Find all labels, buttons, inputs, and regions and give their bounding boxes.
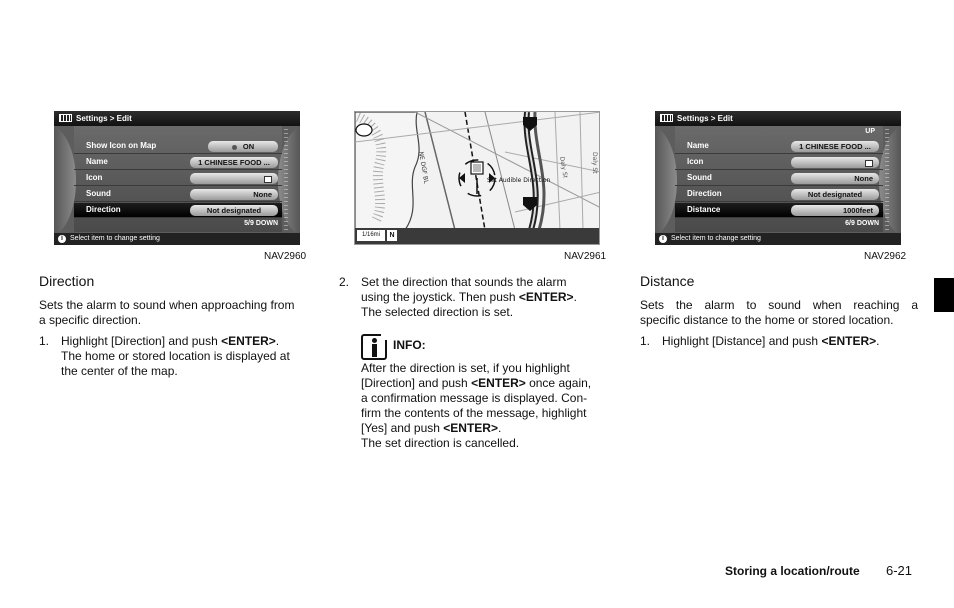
text-run: . [275,334,280,348]
location-icon-inner [473,164,481,172]
settings-icon [59,114,72,122]
step-number: 2. [339,275,350,289]
info-icon-dot [372,338,377,343]
distance-step-1 [662,334,918,349]
direction-step-1 [61,334,317,379]
text-line [61,334,317,349]
setting-row-sound[interactable] [675,171,883,186]
map-drawing [355,112,600,245]
text-line: a confirmation message is displayed. Con- [361,391,588,405]
setting-row-icon[interactable] [675,155,883,170]
map-scale[interactable]: 1/16mi [357,230,385,241]
section-heading-direction: Direction [39,273,95,289]
text-run: . [876,334,880,348]
setting-label: Direction [687,189,722,198]
setting-row-direction[interactable] [675,187,883,202]
map-status-bar [355,228,600,244]
info-icon: i [58,235,66,243]
screen-title-bar [54,111,300,126]
screen-title: Settings > Edit [677,114,733,123]
screen-title-bar [655,111,901,126]
setting-label: Distance [687,205,721,214]
text-run: [Direction] and push [361,376,472,390]
hint-text: Select item to change setting [671,235,761,242]
setting-value: Not designated [190,205,278,216]
text-run: . [573,290,577,304]
page-indicator: 5/9 DOWN [244,220,278,227]
figure-caption: NAV2961 [564,251,607,262]
map-direction-screen[interactable] [354,111,600,245]
page-up-indicator: UP [865,128,875,135]
setting-value: None [190,189,278,200]
setting-label: Sound [687,173,712,182]
map-road [425,112,455,230]
route-shield-icon [356,124,372,136]
map-street-label: NE DGF BL [417,151,430,185]
text-line: a specific direction. [39,313,142,327]
enter-key: <ENTER> [471,376,526,390]
map-road [505,152,600,172]
footer-section-title: Storing a location/route [725,564,860,578]
setting-label: Icon [86,173,103,182]
step-number: 1. [640,334,651,348]
direction-intro [39,298,317,328]
setting-row-name[interactable] [74,155,282,170]
text-line: The set direction is cancelled. [361,436,520,450]
map-street-label: Daly St [558,156,569,179]
info-icon: i [659,235,667,243]
setting-label: Name [86,157,108,166]
setting-value [190,173,278,184]
settings-edit-screen-direction [54,111,300,245]
section-heading-distance: Distance [640,273,695,289]
distance-intro [640,298,918,328]
setting-value [791,157,879,168]
info-icon-bar [372,344,377,357]
location-icon [865,160,873,167]
toggle-state: ON [242,142,255,151]
screen-hint-bar [655,233,901,245]
setting-label: Direction [86,205,121,214]
text-line: Sets the alarm to sound when reaching a [640,298,918,312]
hint-text: Select item to change setting [70,235,160,242]
enter-key: <ENTER> [518,290,574,304]
setting-label: Icon [687,157,704,166]
text-line [662,334,918,349]
info-icon [361,334,387,360]
toggle-indicator-icon [232,145,237,150]
text-line: firm the contents of the message, highlight [361,406,587,420]
setting-label: Name [687,141,709,150]
text-run: [Yes] and push [361,421,444,435]
text-line: Set the direction that sounds the alarm [361,275,567,289]
figure-caption: NAV2960 [264,251,307,262]
setting-row-name[interactable] [675,139,883,154]
settings-edit-screen-distance [655,111,901,245]
toggle-value[interactable] [208,141,278,152]
text-run: Highlight [Direction] and push [61,334,222,348]
screen-left-bezel [54,125,76,237]
setting-label: Sound [86,189,111,198]
enter-key: <ENTER> [821,334,877,348]
step-number: 1. [39,334,50,348]
setting-value: Not designated [791,189,879,200]
text-run: . [497,421,502,435]
map-direction-label: Set Audible Direction [487,177,551,184]
page-number: 6-21 [886,563,913,578]
setting-value: 1000feet [791,205,879,216]
north-up-icon[interactable]: N [387,230,397,241]
settings-icon [660,114,673,122]
direction-step-2 [361,275,617,320]
setting-row-icon[interactable] [74,171,282,186]
page-indicator: 6/9 DOWN [845,220,879,227]
text-line [361,376,617,391]
screen-hint-bar [54,233,300,245]
text-line: Sets the alarm to sound when approaching from [39,298,295,312]
map-road [485,112,515,230]
text-line [361,421,617,436]
info-label: INFO: [393,338,426,352]
setting-value: 1 CHINESE FOOD ... [791,141,879,152]
enter-key: <ENTER> [443,421,498,435]
setting-row-direction[interactable] [74,203,282,218]
text-line: the center of the map. [61,364,178,378]
text-line: After the direction is set, if you highlight [361,361,570,375]
map-road [415,112,600,208]
setting-value: 1 CHINESE FOOD ... [190,157,278,168]
text-line: specific distance to the home or stored location. [640,313,894,327]
map-road [580,112,583,230]
text-run: Highlight [Distance] and push [662,334,822,348]
setting-row-show-icon[interactable] [74,139,282,154]
figure-caption: NAV2962 [864,251,907,262]
screen-title: Settings > Edit [76,114,132,123]
text-run: once again, [525,376,592,390]
text-line [361,290,617,305]
setting-row-distance[interactable] [675,203,883,218]
map-road [555,112,560,230]
setting-row-sound[interactable] [74,187,282,202]
setting-label: Show Icon on Map [86,141,157,150]
screen-left-bezel [655,125,677,237]
location-icon [264,176,272,183]
chapter-tab [934,278,954,312]
map-street-label: Daly St [591,152,598,174]
text-line: The selected direction is set. [361,305,514,319]
enter-key: <ENTER> [221,334,276,348]
text-run: using the joystick. Then push [361,290,519,304]
setting-value: None [791,173,879,184]
text-line: The home or stored location is displayed at [61,349,290,363]
info-text [361,361,617,451]
